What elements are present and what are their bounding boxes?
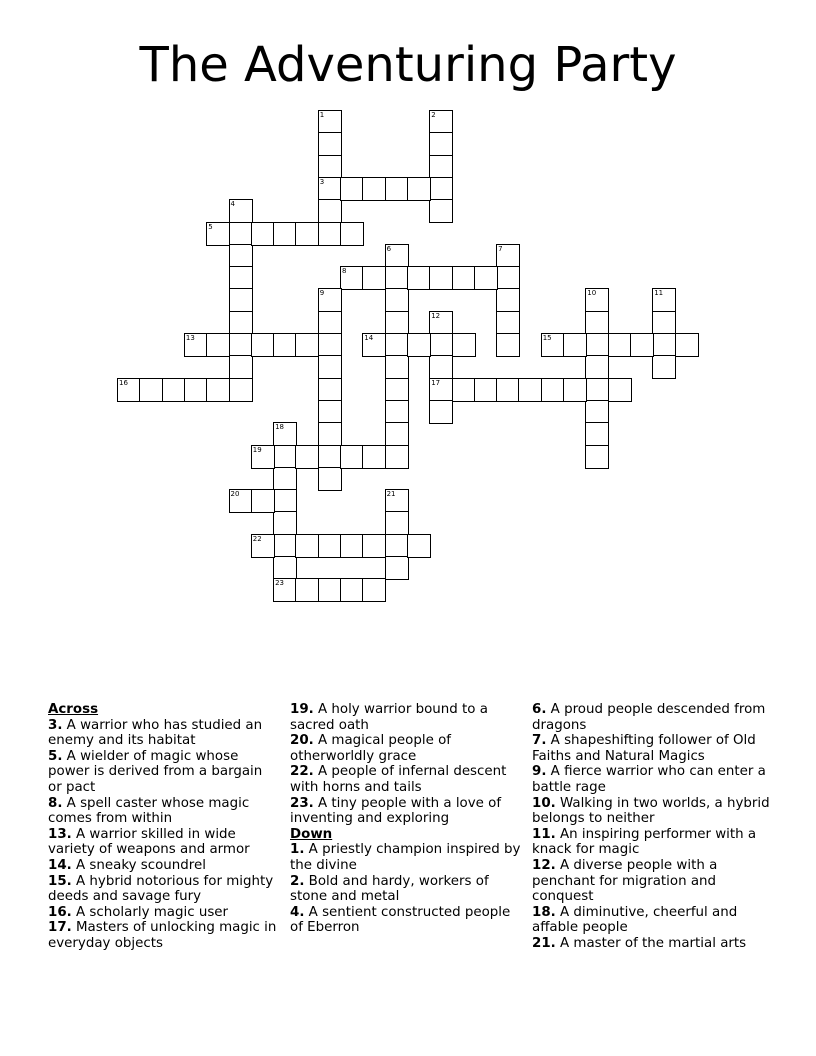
grid-cell[interactable]	[385, 244, 409, 268]
clue-number: 10	[587, 289, 597, 298]
clue-number-label: 7.	[532, 733, 547, 749]
clue-number-label: 15.	[48, 873, 72, 889]
grid-cell[interactable]	[340, 266, 364, 290]
grid-cell[interactable]	[273, 578, 297, 602]
clue-down-18	[532, 905, 772, 936]
clue-number: 9	[319, 289, 325, 298]
grid-cell[interactable]	[318, 110, 342, 134]
grid-cell[interactable]	[429, 355, 453, 379]
clue-number: 16	[119, 378, 128, 387]
clue-text: A fierce warrior who can enter a battle rage	[532, 764, 766, 795]
clue-number: 3	[319, 177, 325, 186]
grid-cell[interactable]	[541, 378, 565, 402]
grid-cell[interactable]	[429, 199, 453, 223]
grid-cell[interactable]	[139, 378, 163, 402]
clue-across-3	[48, 718, 280, 749]
grid-cell[interactable]	[585, 333, 609, 357]
clue-number-label: 1.	[290, 842, 305, 858]
clue-across-5	[48, 749, 280, 796]
clue-number: 12	[431, 311, 441, 320]
clue-across-13	[48, 827, 280, 858]
grid-cell[interactable]	[518, 378, 542, 402]
across-heading: Across	[48, 702, 99, 717]
clue-number: 23	[275, 579, 285, 588]
grid-cell[interactable]	[273, 333, 297, 357]
clue-number-label: 6.	[532, 702, 547, 717]
clue-across-14	[48, 858, 280, 874]
grid-cell[interactable]	[585, 400, 609, 424]
clue-text: Walking in two worlds, a hybrid belongs to neither	[532, 795, 770, 827]
grid-cell[interactable]	[295, 333, 319, 357]
clue-number-label: 21.	[532, 935, 556, 951]
grid-cell[interactable]	[541, 333, 565, 357]
grid-cell[interactable]	[362, 333, 386, 357]
grid-cell[interactable]	[385, 378, 409, 402]
clue-across-19	[290, 702, 522, 733]
clue-number-label: 11.	[532, 826, 556, 842]
grid-cell[interactable]	[474, 266, 498, 290]
grid-cell[interactable]	[117, 378, 141, 402]
grid-cell[interactable]	[273, 556, 297, 580]
grid-cell[interactable]	[429, 266, 453, 290]
grid-cell[interactable]	[675, 333, 699, 357]
grid-cell[interactable]	[608, 378, 632, 402]
clue-down-4	[290, 905, 522, 936]
clue-text: A warrior who has studied an enemy and its habitat	[48, 717, 263, 749]
clue-text: A hybrid notorious for mighty deeds and savage fury	[48, 873, 274, 905]
grid-cell[interactable]	[563, 378, 587, 402]
clue-number: 5	[208, 222, 213, 231]
grid-cell[interactable]	[429, 132, 453, 156]
clue-text: A proud people descended from dragons	[532, 702, 766, 733]
grid-cell[interactable]	[429, 333, 453, 357]
grid-cell[interactable]	[385, 556, 409, 580]
clue-number: 15	[542, 334, 552, 342]
grid-cell[interactable]	[385, 311, 409, 335]
grid-cell[interactable]	[318, 534, 342, 558]
grid-cell[interactable]	[385, 177, 409, 201]
grid-cell[interactable]	[608, 333, 632, 357]
grid-cell[interactable]	[496, 333, 520, 357]
grid-cell[interactable]	[318, 199, 342, 223]
grid-cell[interactable]	[496, 378, 520, 402]
grid-cell[interactable]	[318, 467, 342, 491]
clue-down-2	[290, 874, 522, 905]
clue-down-7	[532, 733, 772, 764]
clue-across-22	[290, 764, 522, 795]
grid-cell[interactable]	[585, 288, 609, 312]
clue-number-label: 16.	[48, 904, 72, 920]
grid-cell[interactable]	[229, 266, 253, 290]
clue-text: Masters of unlocking magic in everyday objects	[48, 920, 277, 951]
grid-cell[interactable]	[429, 155, 453, 179]
grid-cell[interactable]	[251, 445, 275, 469]
clue-text: A people of infernal descent with horns and tails	[290, 764, 507, 795]
grid-cell[interactable]	[318, 177, 342, 201]
clue-number: 21	[386, 490, 396, 499]
grid-cell[interactable]	[429, 378, 453, 402]
clue-number: 20	[230, 490, 240, 499]
clue-number-label: 17.	[48, 920, 72, 936]
clue-text: A spell caster whose magic comes from within	[48, 795, 250, 827]
grid-cell[interactable]	[585, 355, 609, 379]
clue-text: A priestly champion inspired by the divine	[290, 842, 521, 873]
grid-cell[interactable]	[318, 155, 342, 179]
clue-text: A holy warrior bound to a sacred oath	[290, 702, 488, 733]
puzzle-title: The Adventuring Party	[139, 37, 677, 93]
grid-cell[interactable]	[318, 422, 342, 446]
clue-number-label: 22.	[290, 764, 314, 780]
grid-cell[interactable]	[229, 311, 253, 335]
clue-number-label: 2.	[290, 873, 305, 889]
clue-number: 17	[431, 378, 441, 387]
clue-number: 13	[185, 334, 195, 342]
clue-number: 22	[252, 534, 262, 543]
grid-cell[interactable]	[630, 333, 654, 357]
grid-cell[interactable]	[585, 422, 609, 446]
grid-cell[interactable]	[496, 288, 520, 312]
grid-cell[interactable]	[474, 378, 498, 402]
clue-number: 1	[319, 111, 325, 119]
grid-cell[interactable]	[318, 445, 342, 469]
grid-cell[interactable]	[452, 266, 476, 290]
clue-number-label: 3.	[48, 717, 63, 733]
grid-cell[interactable]	[184, 378, 208, 402]
clue-text: Bold and hardy, workers of stone and metal	[290, 873, 489, 905]
clue-down-1	[290, 842, 522, 873]
clue-across-8	[48, 796, 280, 827]
grid-cell[interactable]	[563, 333, 587, 357]
grid-cell[interactable]	[318, 222, 342, 246]
grid-cell[interactable]	[295, 534, 319, 558]
clue-number-label: 8.	[48, 795, 63, 811]
clue-number-label: 10.	[532, 795, 556, 811]
clue-number-label: 12.	[532, 857, 556, 873]
grid-cell[interactable]	[496, 266, 520, 290]
clue-across-23	[290, 796, 522, 827]
grid-cell[interactable]	[318, 132, 342, 156]
clue-text: A shapeshifting follower of Old Faiths and Natural Magics	[532, 733, 756, 764]
grid-cell[interactable]	[585, 445, 609, 469]
grid-cell[interactable]	[318, 355, 342, 379]
clue-number-label: 18.	[532, 904, 556, 920]
grid-cell[interactable]	[652, 311, 676, 335]
clue-down-6	[532, 702, 772, 733]
grid-cell[interactable]	[251, 489, 275, 513]
clue-down-11	[532, 827, 772, 858]
grid-cell[interactable]	[362, 177, 386, 201]
grid-cell[interactable]	[318, 378, 342, 402]
grid-cell[interactable]	[452, 378, 476, 402]
clue-down-12	[532, 858, 772, 905]
clue-text: A wielder of magic whose power is derived from a bargain or pact	[48, 748, 263, 795]
grid-cell[interactable]	[273, 511, 297, 535]
grid-cell[interactable]	[229, 288, 253, 312]
clue-number-label: 13.	[48, 826, 72, 842]
grid-cell[interactable]	[318, 333, 342, 357]
grid-cell[interactable]	[229, 378, 253, 402]
grid-cell[interactable]	[229, 355, 253, 379]
grid-cell[interactable]	[340, 177, 364, 201]
grid-cell[interactable]	[229, 489, 253, 513]
clue-text: An inspiring performer with a knack for magic	[532, 826, 757, 858]
clue-down-21	[532, 936, 772, 952]
grid-cell[interactable]	[652, 355, 676, 379]
grid-cell[interactable]	[385, 422, 409, 446]
grid-cell[interactable]	[273, 489, 297, 513]
clue-text: A tiny people with a love of inventing and exploring	[290, 795, 502, 827]
clue-number: 18	[275, 423, 285, 432]
grid-cell[interactable]	[251, 534, 275, 558]
clue-number-label: 5.	[48, 748, 63, 764]
grid-cell[interactable]	[318, 400, 342, 424]
grid-cell[interactable]	[184, 333, 208, 357]
clue-across-17	[48, 920, 280, 951]
grid-cell[interactable]	[429, 311, 453, 335]
grid-cell[interactable]	[251, 222, 275, 246]
down-heading: Down	[290, 826, 333, 842]
grid-cell[interactable]	[229, 333, 253, 357]
grid-cell[interactable]	[496, 244, 520, 268]
grid-cell[interactable]	[273, 422, 297, 446]
grid-cell[interactable]	[585, 378, 609, 402]
clue-across-16	[48, 905, 280, 921]
grid-cell[interactable]	[251, 333, 275, 357]
grid-cell[interactable]	[429, 400, 453, 424]
grid-cell[interactable]	[206, 378, 230, 402]
clue-number-label: 14.	[48, 857, 72, 873]
clue-down-10	[532, 796, 772, 827]
clue-number-label: 20.	[290, 733, 314, 749]
clue-text: A magical people of otherworldly grace	[290, 733, 451, 764]
grid-cell[interactable]	[295, 222, 319, 246]
grid-cell[interactable]	[385, 400, 409, 424]
clue-across-20	[290, 733, 522, 764]
grid-cell[interactable]	[273, 534, 297, 558]
clue-number: 4	[230, 200, 235, 209]
clues-column-1	[48, 702, 280, 952]
clue-text: A diverse people with a penchant for migration and conquest	[532, 857, 718, 905]
grid-cell[interactable]	[496, 311, 520, 335]
clue-number: 14	[364, 334, 374, 342]
grid-cell[interactable]	[273, 222, 297, 246]
clue-number-label: 9.	[532, 764, 547, 780]
clue-across-15	[48, 874, 280, 905]
grid-cell[interactable]	[429, 110, 453, 134]
grid-cell[interactable]	[162, 378, 186, 402]
clue-number-label: 23.	[290, 795, 314, 811]
grid-cell[interactable]	[652, 333, 676, 357]
clue-number: 2	[431, 111, 436, 119]
clue-text: A scholarly magic user	[71, 904, 229, 920]
grid-cell[interactable]	[585, 311, 609, 335]
grid-cell[interactable]	[229, 244, 253, 268]
clue-text: A master of the martial arts	[555, 935, 747, 951]
grid-cell[interactable]	[385, 445, 409, 469]
grid-cell[interactable]	[295, 445, 319, 469]
clue-number: 19	[252, 445, 262, 454]
clue-number: 8	[342, 267, 347, 276]
clue-number: 6	[386, 244, 392, 253]
clue-text: A sentient constructed people of Eberron	[290, 904, 511, 936]
clue-text: A warrior skilled in wide variety of weapons and armor	[48, 826, 250, 858]
grid-cell[interactable]	[407, 534, 431, 558]
clue-down-9	[532, 764, 772, 795]
grid-cell[interactable]	[273, 467, 297, 491]
grid-cell[interactable]	[340, 445, 364, 469]
grid-cell[interactable]	[385, 266, 409, 290]
grid-cell[interactable]	[340, 222, 364, 246]
clue-text: A sneaky scoundrel	[71, 857, 206, 873]
grid-cell[interactable]	[362, 445, 386, 469]
grid-cell[interactable]	[318, 578, 342, 602]
grid-cell[interactable]	[362, 266, 386, 290]
grid-cell[interactable]	[452, 333, 476, 357]
grid-cell[interactable]	[407, 333, 431, 357]
grid-cell[interactable]	[273, 445, 297, 469]
grid-cell[interactable]	[385, 511, 409, 535]
grid-cell[interactable]	[340, 578, 364, 602]
clue-number: 7	[498, 244, 503, 253]
grid-cell[interactable]	[429, 177, 453, 201]
grid-cell[interactable]	[295, 578, 319, 602]
clues-column-2	[290, 702, 522, 936]
grid-cell[interactable]	[318, 311, 342, 335]
grid-cell[interactable]	[385, 355, 409, 379]
grid-cell[interactable]	[385, 489, 409, 513]
grid-cell[interactable]	[229, 199, 253, 223]
grid-cell[interactable]	[407, 266, 431, 290]
grid-cell[interactable]	[206, 222, 230, 246]
grid-cell[interactable]	[206, 333, 230, 357]
grid-cell[interactable]	[385, 288, 409, 312]
grid-cell[interactable]	[385, 534, 409, 558]
grid-cell[interactable]	[340, 534, 364, 558]
grid-cell[interactable]	[652, 288, 676, 312]
grid-cell[interactable]	[362, 534, 386, 558]
clue-number-label: 4.	[290, 904, 305, 920]
clue-number: 11	[654, 289, 664, 298]
grid-cell[interactable]	[362, 578, 386, 602]
clue-number-label: 19.	[290, 702, 314, 717]
grid-cell[interactable]	[229, 222, 253, 246]
grid-cell[interactable]	[318, 288, 342, 312]
clue-text: A diminutive, cheerful and affable people	[532, 904, 738, 936]
grid-cell[interactable]	[385, 333, 409, 357]
clues-column-3	[532, 702, 772, 952]
grid-cell[interactable]	[407, 177, 431, 201]
